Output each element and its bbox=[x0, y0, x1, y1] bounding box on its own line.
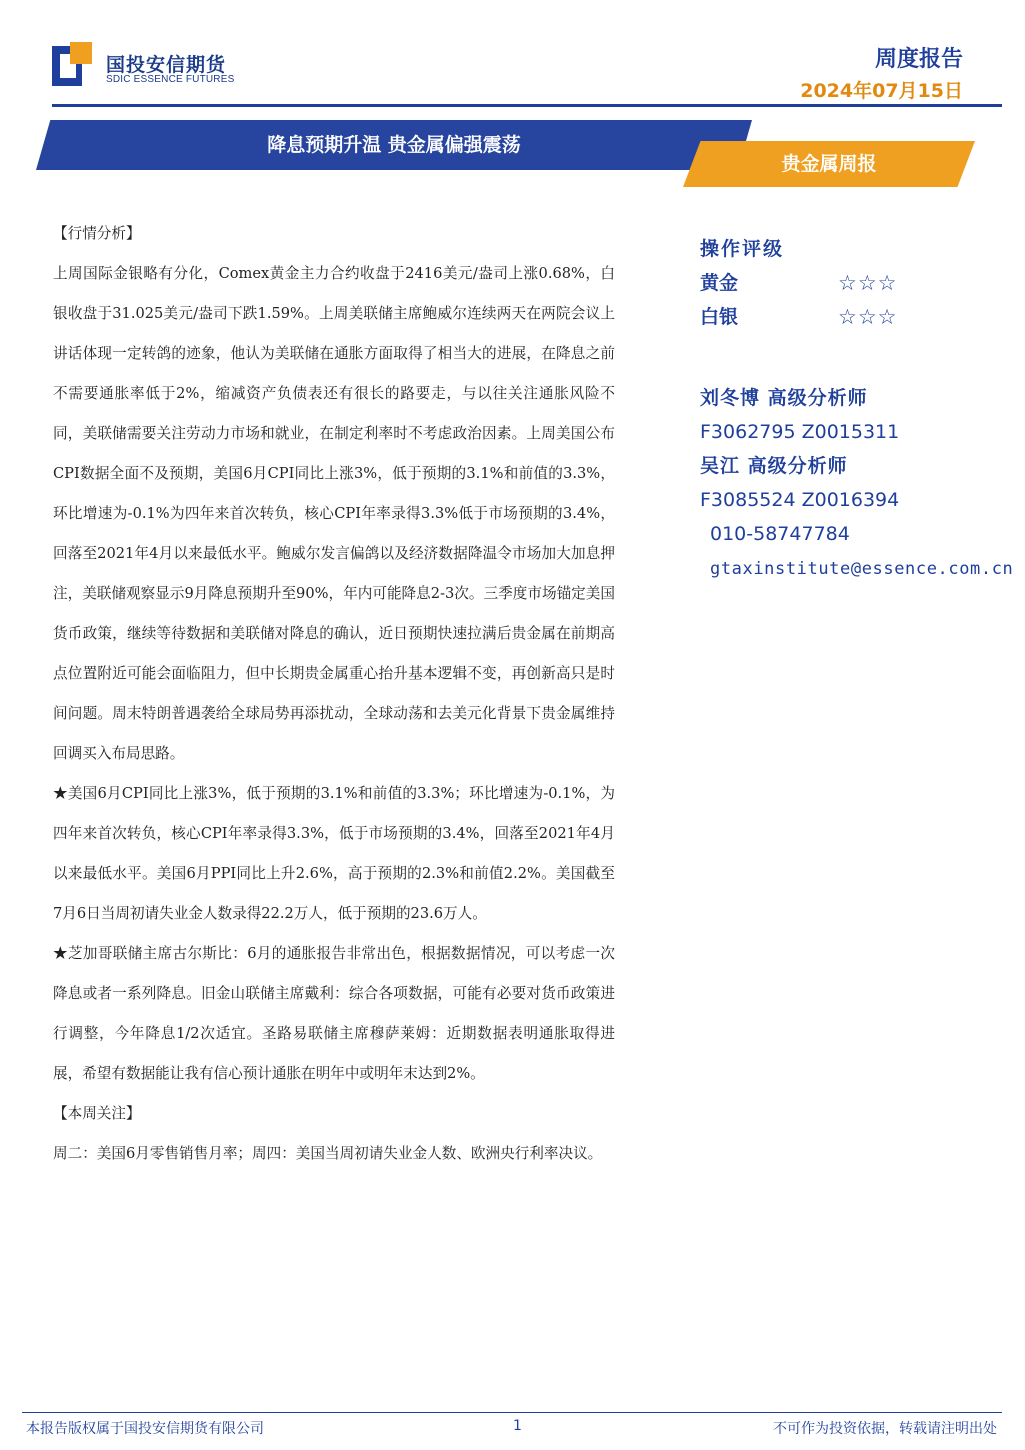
company-logo bbox=[52, 42, 252, 92]
contact-phone: 010-58747784 bbox=[710, 523, 850, 545]
rating-title: 操作评级 bbox=[700, 238, 785, 260]
main-content bbox=[53, 214, 615, 1174]
report-category: 贵金属周报 bbox=[781, 153, 877, 175]
paragraph-us-cpi: ★美国6月CPI同比上涨3%，低于预期的3.1%和前值的3.3%；环比增速为-0.1%，为四年来首次转负，核心CPI年率录得3.3%，低于市场预期的3.4%，回落至2021年4月以来最低水平。美国6月PPI同比上升2.6%，高于预期的2.3%和前值2.2%。美国截至7月6日当周初请失业金人数录得22.2万人，低于预期的23.6万人。 bbox=[53, 785, 615, 922]
analyst-panel bbox=[700, 381, 1025, 587]
footer-copyright: 本报告版权属于国投安信期货有限公司 bbox=[26, 1421, 264, 1437]
paragraph-weekly-focus: 周二：美国6月零售销售月率；周四：美国当周初请失业金人数、欧洲央行利率决议。 bbox=[53, 1145, 603, 1162]
rating-row-gold bbox=[700, 266, 1025, 300]
header-divider bbox=[52, 104, 1002, 107]
analyst-name: 刘冬博 高级分析师 bbox=[700, 387, 868, 409]
rating-panel bbox=[700, 232, 1025, 334]
footer-disclaimer: 不可作为投资依据，转载请注明出处 bbox=[773, 1421, 997, 1437]
paragraph-market-analysis: 上周国际金银略有分化，Comex黄金主力合约收盘于2416美元/盎司上涨0.68%，白银收盘于31.025美元/盎司下跌1.59%。上周美联储主席鲍威尔连续两天在两院会议上讲话体现一定转鸽的迹象，他认为美联储在通胀方面取得了相当大的进展，在降息之前不需要通胀率低于2%，缩减资产负债表还有很长的路要走，与以往关注通胀风险不同，美联储需要关注劳动力市场和就业，在制定利率时不考虑政治因素。上周美国公布CPI数据全面不及预期，美国6月CPI同比上涨3%，低于预期的3.1%和前值的3.3%，环比增速为-0.1%为四年来首次转负，核心CPI年率录得3.3%低于市场预期的3.4%，回落至2021年4月以来最低水平。鲍威尔发言偏鸽以及经济数据降温令市场加大加息押注，美联储观察显示9月降息预期升至90%，年内可能降息2-3次。三季度市场锚定美国货币政策，继续等待数据和美联储对降息的确认，近日预期快速拉满后贵金属在前期高点位置附近可能会面临阻力，但中长期贵金属重心抬升基本逻辑不变，再创新高只是时间问题。周末特朗普遇袭给全球局势再添扰动，全球动荡和去美元化背景下贵金属维持回调买入布局思路。 bbox=[53, 265, 615, 762]
rating-name: 白银 bbox=[700, 306, 739, 328]
report-date: 2024年07月15日 bbox=[800, 80, 963, 102]
logo-cn-text: 国投安信期货 bbox=[106, 55, 227, 76]
page-number: 1 bbox=[513, 1418, 522, 1434]
analyst-license: F3085524 Z0016394 bbox=[700, 489, 900, 511]
star-rating-icon: ☆☆☆ bbox=[838, 305, 898, 329]
analyst-license: F3062795 Z0015311 bbox=[700, 421, 900, 443]
section-heading-weekly-focus: 【本周关注】 bbox=[53, 1105, 141, 1122]
report-title: 降息预期升温 贵金属偏强震荡 bbox=[267, 134, 521, 156]
logo-en-text: SDIC ESSENCE FUTURES bbox=[106, 74, 235, 85]
contact-email-link[interactable]: gtaxinstitute@essence.com.cn bbox=[710, 559, 1014, 579]
footer-divider bbox=[22, 1412, 1002, 1413]
section-heading-market-analysis: 【行情分析】 bbox=[53, 225, 141, 242]
rating-row-silver bbox=[700, 300, 1025, 334]
report-type: 周度报告 bbox=[874, 47, 963, 72]
rating-name: 黄金 bbox=[700, 272, 739, 294]
analyst-name: 吴江 高级分析师 bbox=[700, 455, 848, 477]
paragraph-fed-officials: ★芝加哥联储主席古尔斯比：6月的通胀报告非常出色，根据数据情况，可以考虑一次降息或者一系列降息。旧金山联储主席戴利：综合各项数据，可能有必要对货币政策进行调整，今年降息1/2次适宜。圣路易联储主席穆萨莱姆：近期数据表明通胀取得进展，希望有数据能让我有信心预计通胀在明年中或明年末达到2%。 bbox=[53, 945, 615, 1082]
logo-mark-icon bbox=[52, 42, 98, 86]
star-rating-icon: ☆☆☆ bbox=[838, 271, 898, 295]
